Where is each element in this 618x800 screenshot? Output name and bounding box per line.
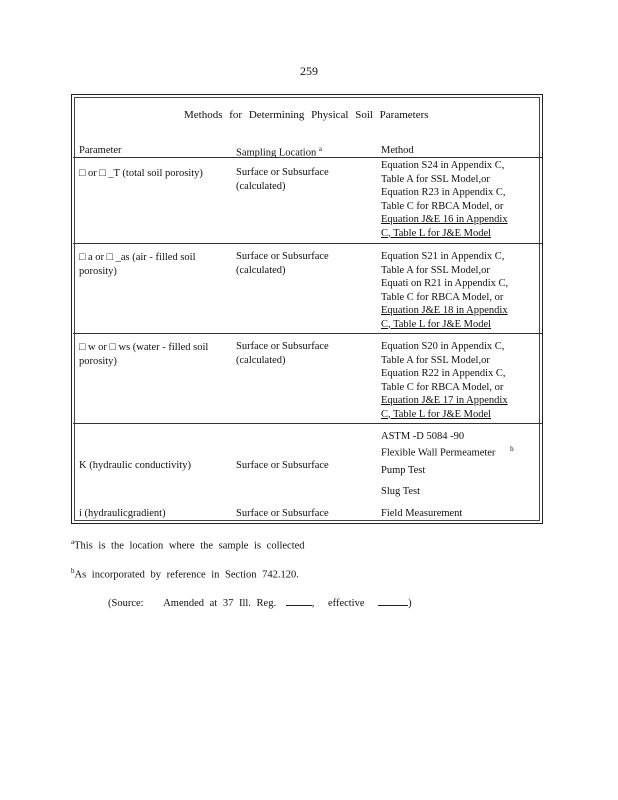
- row-air-porosity-location: Surface or Subsurface (calculated): [236, 251, 329, 276]
- row-divider: [73, 423, 542, 424]
- blank-register-page: [286, 596, 312, 606]
- page-number: 259: [300, 64, 318, 78]
- row-total-porosity-location: Surface or Subsurface (calculated): [236, 167, 329, 192]
- row-hydraulic-gradient-method: Field Measurement: [381, 508, 463, 519]
- row-hydraulic-conductivity-method-pump: Pump Test: [381, 465, 426, 476]
- row-air-porosity-method: Equation S21 in Appendix C, Table A for SSL Model,or Equati on R21 in Appendix C, Table C for RBCA Model, or Equation J&E 18 in Appendix C, Table L for J&E Model: [381, 251, 509, 330]
- row-hydraulic-gradient-location: Surface or Subsurface: [236, 508, 329, 519]
- row-air-porosity-parameter: □ a or □ _as (air - filled soil porosity): [79, 252, 196, 277]
- row-hydraulic-gradient-parameter: i (hydraulicgradient): [79, 508, 166, 519]
- row-water-porosity-parameter: □ w or □ ws (water - filled soil porosity): [79, 342, 209, 367]
- row-divider: [73, 243, 542, 244]
- row-hydraulic-conductivity-method-permeameter: Flexible Wall Permeameter $^b$: [381, 445, 514, 459]
- row-hydraulic-conductivity-parameter: K (hydraulic conductivity): [79, 460, 191, 471]
- table-title: Methods for Determining Physical Soil Parameters: [184, 109, 429, 121]
- footnote-b: $^b$As incorporated by reference in Section 742.120.: [71, 567, 299, 581]
- row-divider: [73, 333, 542, 334]
- header-divider: [73, 157, 542, 158]
- row-total-porosity-parameter: □ or □ _T (total soil porosity): [79, 168, 203, 179]
- row-hydraulic-conductivity-method-astm: ASTM -D 5084 -90: [381, 431, 465, 442]
- row-water-porosity-method: Equation S20 in Appendix C, Table A for SSL Model,or Equation R22 in Appendix C, Table C for RBCA Model, or Equation J&E 17 in Appendix C, Table L for J&E Model: [381, 341, 508, 420]
- header-method: Method: [381, 145, 414, 156]
- header-sampling-location-sup: a: [318, 145, 322, 153]
- header-parameter: Parameter: [79, 145, 122, 156]
- row-water-porosity-location: Surface or Subsurface (calculated): [236, 341, 329, 366]
- row-total-porosity-method: Equation S24 in Appendix C, Table A for SSL Model,or Equation R23 in Appendix C, Table C for RBCA Model, or Equation J&E 16 in Appendix C, Table L for J&E Model: [381, 160, 508, 239]
- footnote-a: $^a$This is the location where the sample is collected: [71, 538, 305, 552]
- source-note: (Source: Amended at 37 Ill. Reg. , effective ): [108, 598, 412, 609]
- row-hydraulic-conductivity-location: Surface or Subsurface: [236, 460, 329, 471]
- blank-effective-date: [378, 596, 408, 606]
- row-hydraulic-conductivity-method-slug: Slug Test: [381, 486, 421, 497]
- header-sampling-location: Sampling Location $^a$: [236, 145, 322, 159]
